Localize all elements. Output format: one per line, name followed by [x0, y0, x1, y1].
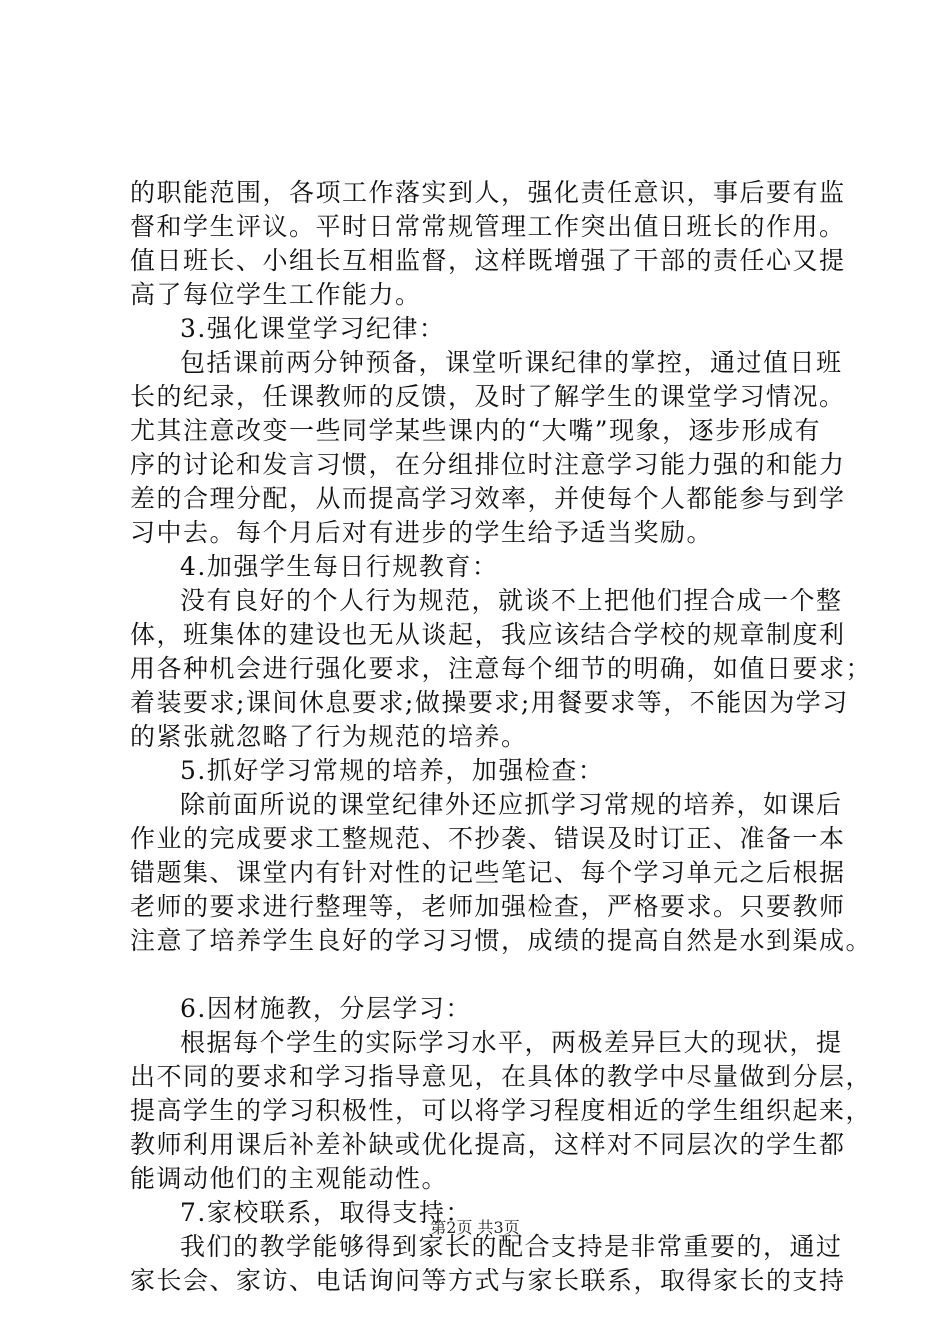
text-line: 督和学生评议。平时日常常规管理工作突出值日班长的作用。 — [130, 212, 846, 241]
text-line: 6.因材施教，分层学习： — [180, 994, 472, 1023]
text-line: 着装要求;课间休息要求;做操要求;用餐要求等，不能因为学习 — [130, 688, 849, 717]
text-line: 的紧张就忽略了行为规范的培养。 — [130, 722, 528, 751]
page-footer: 第2页 共3页 — [430, 1218, 520, 1237]
text-line: 老师的要求进行整理等，老师加强检查，严格要求。只要教师 — [130, 892, 846, 921]
text-line: 高了每位学生工作能力。 — [130, 280, 422, 309]
text-line: 尤其注意改变一些同学某些课内的“大嘴”现象，逐步形成有 — [130, 416, 822, 445]
text-line: 4.加强学生每日行规教育： — [180, 552, 499, 581]
document-body — [130, 176, 873, 1298]
text-line: 值日班长、小组长互相监督，这样既增强了干部的责任心又提 — [130, 246, 846, 275]
text-line: 注意了培养学生良好的学习习惯，成绩的提高自然是水到渠成。 — [130, 926, 873, 955]
text-line: 包括课前两分钟预备，课堂听课纪律的掌控，通过值日班 — [180, 348, 843, 377]
text-line: 我们的教学能够得到家长的配合支持是非常重要的，通过 — [180, 1232, 843, 1261]
text-line: 家长会、家访、电话询问等方式与家长联系，取得家长的支持 — [130, 1266, 846, 1295]
text-line: 提高学生的学习积极性，可以将学习程度相近的学生组织起来， — [130, 1096, 873, 1125]
text-line: 作业的完成要求工整规范、不抄袭、错误及时订正、准备一本 — [130, 824, 846, 853]
text-line: 的职能范围，各项工作落实到人，强化责任意识，事后要有监 — [130, 178, 846, 207]
text-line: 出不同的要求和学习指导意见，在具体的教学中尽量做到分层， — [130, 1062, 873, 1091]
text-line: 体，班集体的建设也无从谈起，我应该结合学校的规章制度利 — [130, 620, 846, 649]
text-line: 用各种机会进行强化要求，注意每个细节的明确，如值日要求； — [130, 654, 873, 683]
text-line: 习中去。每个月后对有进步的学生给予适当奖励。 — [130, 518, 714, 547]
text-line: 5.抓好学习常规的培养，加强检查： — [180, 756, 605, 785]
text-line: 能调动他们的主观能动性。 — [130, 1164, 449, 1193]
blank-line — [130, 958, 830, 992]
text-line: 没有良好的个人行为规范，就谈不上把他们捏合成一个整 — [180, 586, 843, 615]
text-line: 差的合理分配，从而提高学习效率，并使每个人都能参与到学 — [130, 484, 846, 513]
text-line: 错题集、课堂内有针对性的记些笔记、每个学习单元之后根据 — [130, 858, 846, 887]
text-line: 序的讨论和发言习惯，在分组排位时注意学习能力强的和能力 — [130, 450, 846, 479]
text-line: 根据每个学生的实际学习水平，两极差异巨大的现状，提 — [180, 1028, 843, 1057]
text-line: 教师利用课后补差补缺或优化提高，这样对不同层次的学生都 — [130, 1130, 846, 1159]
text-line: 除前面所说的课堂纪律外还应抓学习常规的培养，如课后 — [180, 790, 843, 819]
text-line: 3.强化课堂学习纪律： — [180, 314, 446, 343]
text-line: 长的纪录，任课教师的反馈，及时了解学生的课堂学习情况。 — [130, 382, 846, 411]
text-line: 7.家校联系，取得支持： — [180, 1198, 472, 1227]
